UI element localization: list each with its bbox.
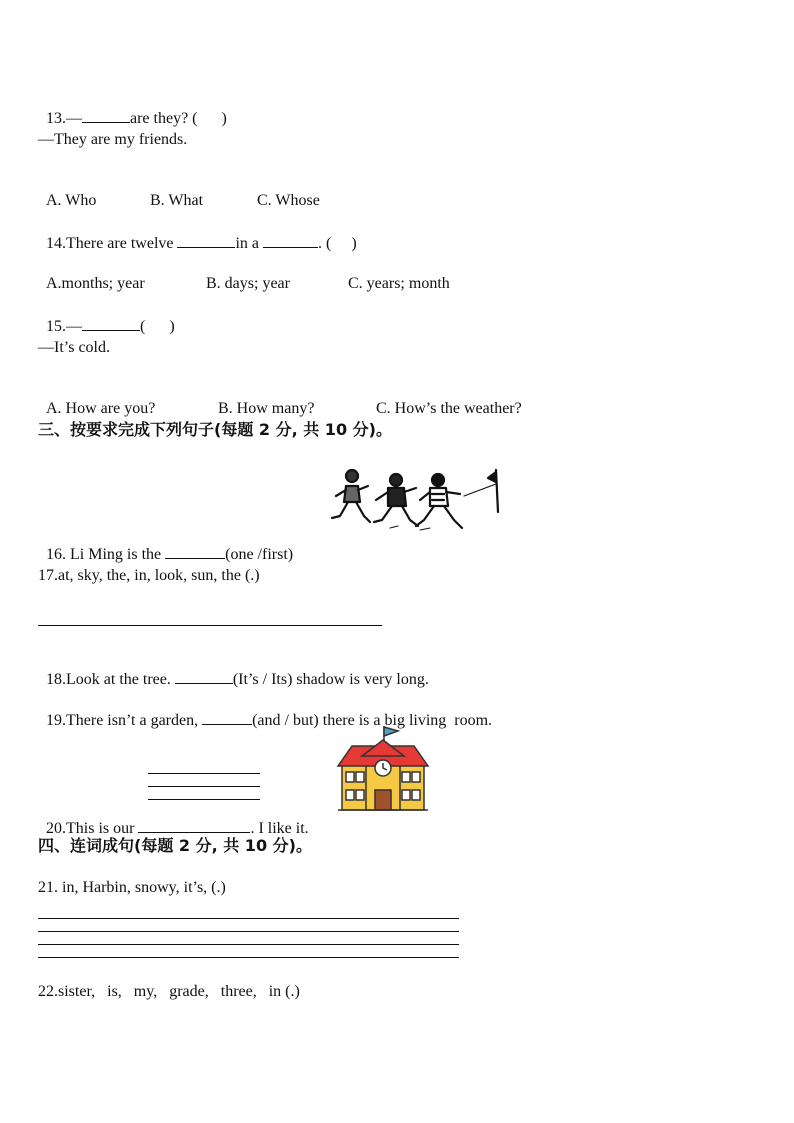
q15-options: [38, 379, 522, 419]
q14-option-a[interactable]: A.months; year: [46, 275, 145, 292]
q20-text-b: . I like it.: [250, 820, 309, 837]
q20-writing-line-1[interactable]: [148, 773, 260, 774]
q20-question: [38, 798, 309, 839]
q18-blank[interactable]: [175, 669, 233, 684]
q18-question: [38, 649, 429, 690]
q19-text-a: 19.There isn’t a garden,: [46, 712, 203, 729]
q16-text-a: 16. Li Ming is the: [46, 546, 166, 563]
q22-question: 22.sister, is, my, grade, three, in (.): [38, 983, 300, 1000]
q20-blank[interactable]: [138, 818, 250, 833]
q15-answer: —It’s cold.: [38, 339, 110, 356]
q20-text-a: 20.This is our: [46, 820, 139, 837]
section-4-title: 四、连词成句(每题 2 分, 共 10 分)。: [38, 836, 312, 855]
q13-blank[interactable]: [82, 108, 130, 123]
q15-number: 15.—: [46, 318, 82, 335]
q17-question: 17.at, sky, the, in, look, sun, the (.): [38, 567, 260, 584]
school-building-icon: [336, 724, 430, 814]
q21-writing-line-4[interactable]: [38, 957, 459, 958]
q13-text: are they? ( ): [130, 110, 227, 127]
runners-illustration-icon: [330, 466, 504, 538]
q15-option-b[interactable]: B. How many?: [218, 400, 315, 417]
q19-blank[interactable]: [202, 710, 252, 725]
q13-dash: —: [66, 110, 82, 127]
q14-option-b[interactable]: B. days; year: [206, 275, 290, 292]
q16-blank[interactable]: [165, 544, 225, 559]
q13-answer: —They are my friends.: [38, 131, 188, 148]
q14-text-a: 14.There are twelve: [46, 235, 178, 252]
q14-options: [38, 254, 450, 294]
q16-text-b: (one /first): [225, 546, 294, 563]
q14-text-c: . ( ): [318, 235, 357, 252]
q14-option-c[interactable]: C. years; month: [348, 275, 450, 292]
q15-blank[interactable]: [82, 316, 140, 331]
q20-writing-line-2[interactable]: [148, 786, 260, 787]
q21-writing-line-1[interactable]: [38, 918, 459, 919]
q13-question: [38, 88, 227, 129]
q15-question: [38, 296, 175, 337]
q19-text-b: (and / but) there is a big living room.: [252, 712, 493, 729]
q13-number: 13.: [46, 110, 66, 127]
section-3-title: 三、按要求完成下列句子(每题 2 分, 共 10 分)。: [38, 420, 392, 439]
q14-blank-1[interactable]: [177, 233, 235, 248]
q13-option-a[interactable]: A. Who: [46, 192, 97, 209]
q21-writing-line-2[interactable]: [38, 931, 459, 932]
q14-question: [38, 213, 357, 254]
q15-option-a[interactable]: A. How are you?: [46, 400, 156, 417]
q16-question: [38, 524, 293, 565]
q15-option-c[interactable]: C. How’s the weather?: [376, 400, 522, 417]
q18-text-a: 18.Look at the tree.: [46, 671, 175, 688]
q21-question: 21. in, Harbin, snowy, it’s, (.): [38, 879, 226, 896]
q14-blank-2[interactable]: [263, 233, 318, 248]
q13-option-b[interactable]: B. What: [150, 192, 204, 209]
q14-text-b: in a: [235, 235, 264, 252]
q13-option-c[interactable]: C. Whose: [257, 192, 320, 209]
q17-answer-line[interactable]: [38, 625, 382, 626]
q13-options: [38, 171, 320, 211]
q15-text: ( ): [140, 318, 175, 335]
q21-writing-line-3[interactable]: [38, 944, 459, 945]
q18-text-b: (It’s / Its) shadow is very long.: [232, 671, 429, 688]
